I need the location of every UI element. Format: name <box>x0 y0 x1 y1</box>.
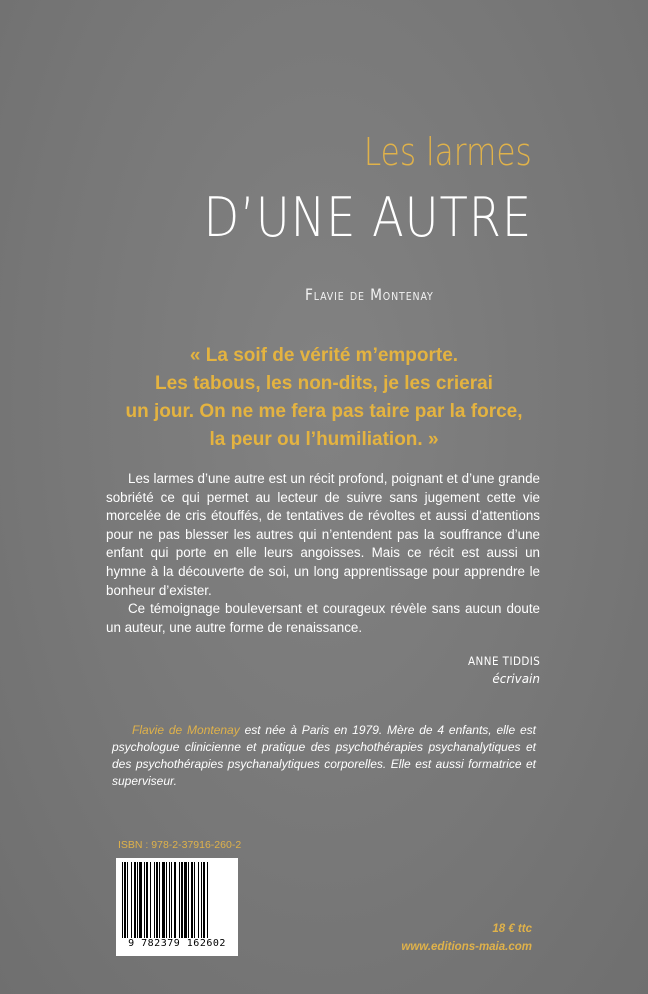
review-signature-name: ANNE TIDDIS <box>467 654 540 668</box>
bio-author-name: Flavie de Montenay <box>132 723 240 737</box>
review-paragraph: Les larmes d’une autre est un récit profond, poignant et d’une grande sobriété ce qui permet au lecteur de suivre sans jugement cette vie morcelée de cris étouffés, de tentatives de révoltes et aussi d’attentions pour ne pas blesser les autres qui n’entendent pas la souffrance d’une enfant qui porte en elle leurs angoisses. Mais ce récit est aussi un hymne à la découverte de soi, un long apprentissage pour apprendre le bonheur d’exister. <box>106 471 540 598</box>
barcode-bar <box>124 862 126 938</box>
barcode-bar <box>207 862 208 938</box>
barcode-bar <box>131 862 132 938</box>
quote-line: la peur ou l’humiliation. » <box>209 429 439 450</box>
review-signature-role: écrivain <box>492 672 540 686</box>
barcode-bar <box>194 862 195 938</box>
barcode-bar <box>184 862 187 938</box>
publisher-website: www.editions-maia.com <box>401 941 532 953</box>
barcode-bar <box>137 862 138 938</box>
quote-line: « La soif de vérité m’emporte. <box>189 345 459 366</box>
barcode-bar <box>150 862 151 938</box>
pull-quote <box>80 342 568 454</box>
barcode-bar <box>162 862 165 938</box>
barcode-bar <box>181 862 183 938</box>
isbn-label: ISBN : 978-2-37916-260-2 <box>118 839 242 851</box>
barcode-bar <box>201 862 202 938</box>
barcode-bar <box>171 862 172 938</box>
barcode-bar <box>156 862 158 938</box>
barcode-bar <box>169 862 170 938</box>
barcode-bar <box>134 862 136 938</box>
review-paragraph: Ce témoignage bouleversant et courageux révèle sans aucun doute un auteur, une autre forme de renaissance. <box>106 601 540 635</box>
barcode-bar <box>127 862 128 938</box>
review-text <box>106 470 540 637</box>
quote-line: Les tabous, les non-dits, je les crierai <box>155 373 493 394</box>
barcode <box>116 858 238 956</box>
barcode-bar <box>146 862 148 938</box>
barcode-bar <box>144 862 145 938</box>
title-line-1: Les larmes <box>364 130 532 174</box>
barcode-bar <box>154 862 155 938</box>
author-name: Flavie de Montenay <box>305 285 434 304</box>
barcode-bar <box>166 862 167 938</box>
author-bio <box>112 722 536 790</box>
barcode-bar <box>191 862 193 938</box>
barcode-bar <box>179 862 180 938</box>
title-line-2: D’UNE AUTRE <box>203 186 532 249</box>
price: 18 € ttc <box>492 923 532 935</box>
barcode-bar <box>174 862 176 938</box>
barcode-bar <box>159 862 160 938</box>
barcode-bar <box>198 862 199 938</box>
barcode-bar <box>188 862 189 938</box>
barcode-bar <box>203 862 205 938</box>
barcode-bars <box>116 858 238 940</box>
barcode-bar <box>139 862 142 938</box>
barcode-bar <box>122 862 123 938</box>
quote-line: un jour. On ne me fera pas taire par la force, <box>125 401 523 422</box>
barcode-number: 9 782379 162602 <box>116 938 238 954</box>
bio-text: est née à Paris en 1979. Mère de 4 enfants, elle est psychologue clinicienne et pratique des psychothérapies psychanalytiques et des psychothérapies psychanalytiques corporelles. Elle est aussi formatrice et superviseur. <box>112 723 536 788</box>
